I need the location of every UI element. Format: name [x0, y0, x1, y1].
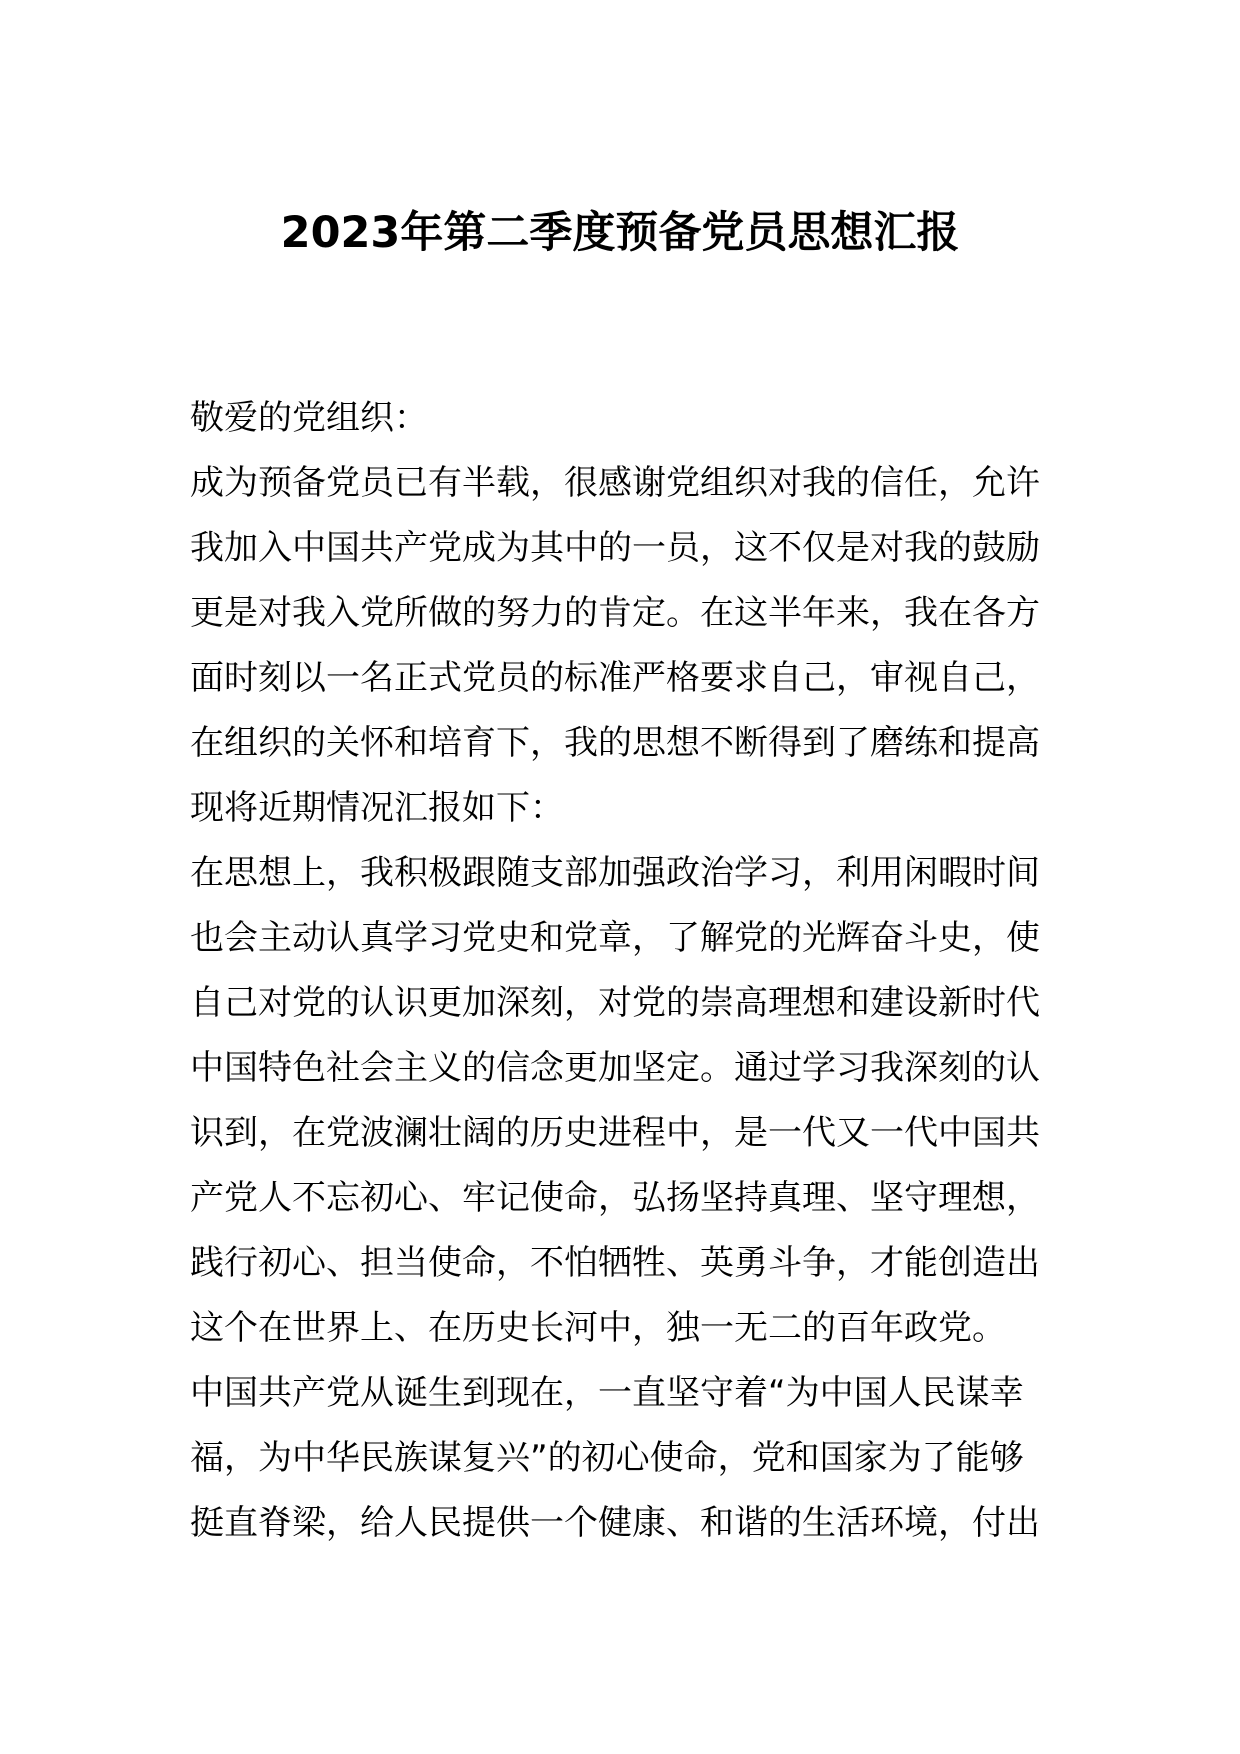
text-line: 识到，在党波澜壮阔的历史进程中，是一代又一代中国共 — [190, 1113, 1040, 1153]
text-line: 挺直脊梁，给人民提供一个健康、和谐的生活环境，付出 — [190, 1503, 1040, 1543]
text-line: 在思想上，我积极跟随支部加强政治学习，利用闲暇时间 — [190, 853, 1040, 893]
text-line: 我加入中国共产党成为其中的一员，这不仅是对我的鼓励 — [190, 528, 1040, 568]
text-line: 产党人不忘初心、牢记使命，弘扬坚持真理、坚守理想， — [190, 1178, 1040, 1218]
text-line: 在组织的关怀和培育下，我的思想不断得到了磨练和提高 — [190, 723, 1040, 763]
text-line: 这个在世界上、在历史长河中，独一无二的百年政党。 — [190, 1308, 1006, 1348]
text-line: 现将近期情况汇报如下： — [190, 788, 564, 828]
text-line: 福，为中华民族谋复兴”的初心使命，党和国家为了能够 — [190, 1438, 1024, 1478]
document-title: 2023年第二季度预备党员思想汇报 — [280, 208, 960, 258]
document-body — [190, 386, 1050, 1556]
text-line: 也会主动认真学习党史和党章，了解党的光辉奋斗史，使 — [190, 918, 1040, 958]
text-line: 践行初心、担当使命，不怕牺牲、英勇斗争，才能创造出 — [190, 1243, 1040, 1283]
text-line: 中国特色社会主义的信念更加坚定。通过学习我深刻的认 — [190, 1048, 1040, 1088]
text-line: 自己对党的认识更加深刻，对党的崇高理想和建设新时代 — [190, 983, 1040, 1023]
salutation-line: 敬爱的党组织： — [190, 398, 428, 438]
text-line: 更是对我入党所做的努力的肯定。在这半年来，我在各方 — [190, 593, 1040, 633]
text-line: 面时刻以一名正式党员的标准严格要求自己，审视自己， — [190, 658, 1040, 698]
text-line: 中国共产党从诞生到现在，一直坚守着“为中国人民谋幸 — [190, 1373, 1024, 1413]
text-line: 成为预备党员已有半载，很感谢党组织对我的信任，允许 — [190, 463, 1040, 503]
